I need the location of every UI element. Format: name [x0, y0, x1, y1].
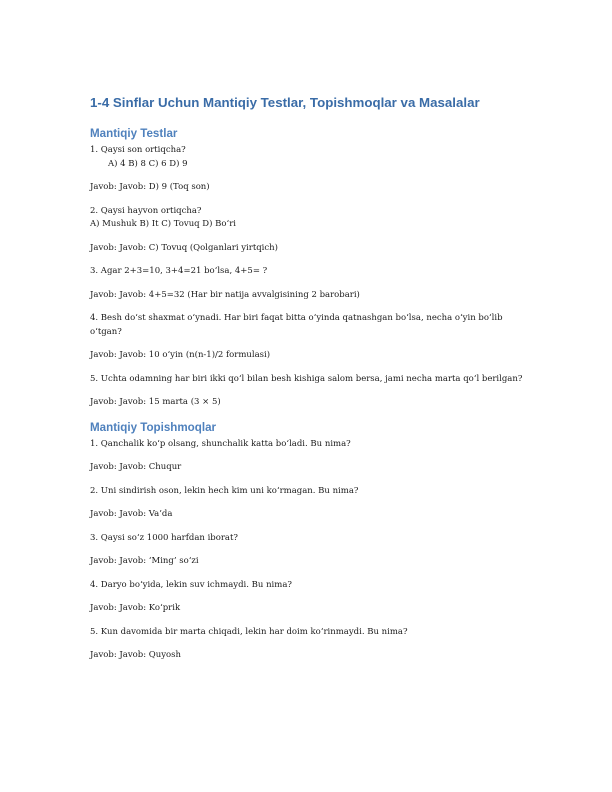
answer-text: Javob: Javob: 10 o‘yin (n(n-1)/2 formulasi) — [90, 350, 271, 360]
riddle-text: 5. Kun davomida bir marta chiqadi, lekin har doim ko‘rinmaydi. Bu nima? — [90, 626, 408, 637]
answer-options: A) Mushuk B) It C) Tovuq D) Bo‘ri — [90, 219, 236, 229]
answer-text: Javob: Javob: ‘Ming’ so‘zi — [90, 556, 199, 566]
answer-options: A) 4 B) 8 C) 6 D) 9 — [108, 158, 188, 169]
document-title: 1-4 Sinflar Uchun Mantiqiy Testlar, Topishmoqlar va Masalalar — [90, 95, 480, 110]
riddle-item — [90, 626, 532, 663]
riddle-text: 1. Qanchalik ko‘p olsang, shunchalik katta bo‘ladi. Bu nima? — [90, 438, 351, 449]
riddle-text: 2. Uni sindirish oson, lekin hech kim uni ko‘rmagan. Bu nima? — [90, 485, 359, 496]
question-text: 4. Besh do‘st shaxmat o‘ynadi. Har biri faqat bitta o‘yinda qatnashgan bo‘lsa, necha o‘yin bo‘lib o‘tgan? — [90, 313, 503, 337]
question-text: 2. Qaysi hayvon ortiqcha? — [90, 205, 202, 216]
question-text: 3. Agar 2+3=10, 3+4=21 bo‘lsa, 4+5= ? — [90, 266, 268, 276]
section-logic-riddles — [90, 420, 532, 663]
riddle-item — [90, 485, 532, 522]
question-item — [90, 312, 532, 363]
riddle-item — [90, 579, 532, 616]
answer-text: Javob: Javob: Quyosh — [90, 650, 182, 660]
riddle-item — [90, 532, 532, 569]
answer-text: Javob: Javob: C) Tovuq (Qolganlari yirtqich) — [90, 242, 278, 253]
section-heading: Mantiqiy Testlar — [90, 127, 178, 140]
question-item — [90, 144, 532, 195]
section-logic-tests — [90, 126, 532, 410]
riddle-item — [90, 438, 532, 475]
question-text: 1. Qaysi son ortiqcha? — [90, 145, 186, 155]
section-heading: Mantiqiy Topishmoqlar — [90, 420, 217, 434]
answer-text: Javob: Javob: 15 marta (3 × 5) — [90, 397, 221, 407]
question-text: 5. Uchta odamning har biri ikki qo‘l bilan besh kishiga salom bersa, jami necha marta qo‘l berilgan? — [90, 373, 523, 384]
riddle-text: 3. Qaysi so‘z 1000 harfdan iborat? — [90, 532, 238, 543]
question-item — [90, 265, 532, 302]
answer-text: Javob: Javob: D) 9 (Toq son) — [90, 182, 210, 192]
riddle-text: 4. Daryo bo‘yida, lekin suv ichmaydi. Bu nima? — [90, 579, 292, 590]
answer-text: Javob: Javob: 4+5=32 (Har bir natija avvalgisining 2 barobari) — [90, 289, 360, 300]
answer-text: Javob: Javob: Va’da — [90, 509, 173, 519]
question-item — [90, 205, 532, 256]
question-item — [90, 373, 532, 410]
answer-text: Javob: Javob: Chuqur — [90, 462, 182, 472]
answer-text: Javob: Javob: Ko‘prik — [90, 603, 181, 613]
